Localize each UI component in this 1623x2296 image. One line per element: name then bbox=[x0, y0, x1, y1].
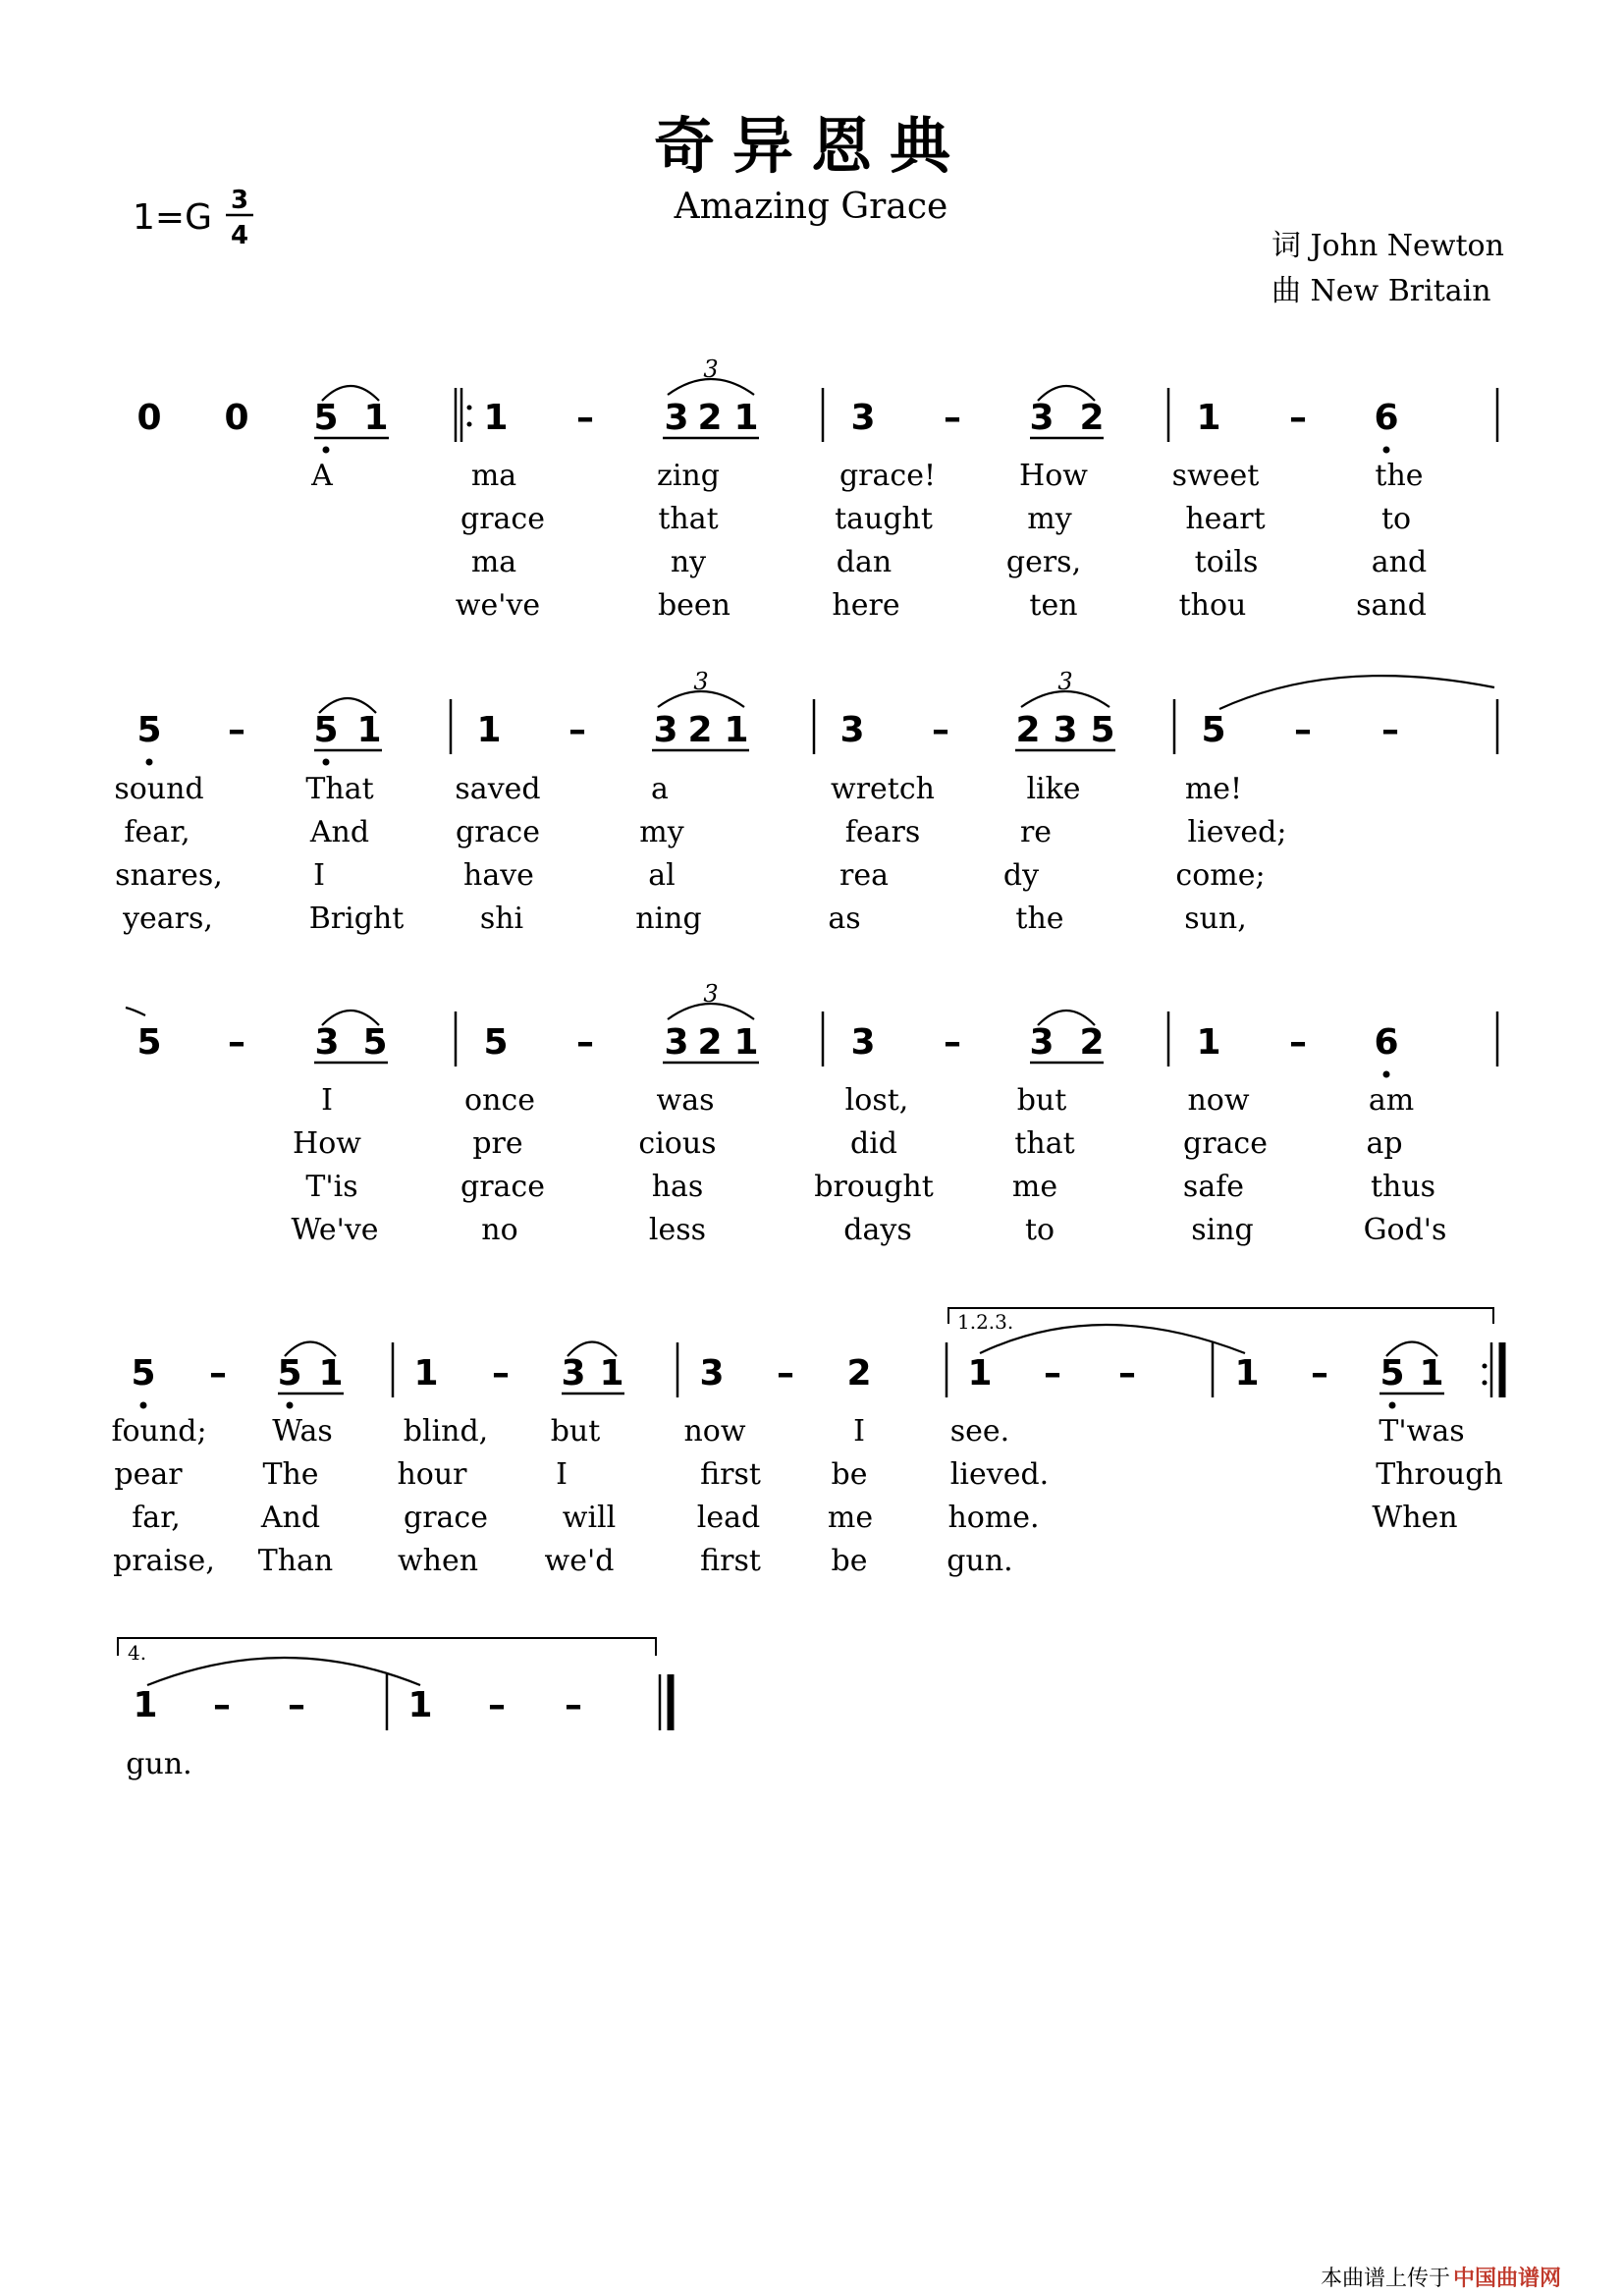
low-octave-dot bbox=[287, 1402, 294, 1409]
note: 1 bbox=[599, 1353, 624, 1394]
lyric: been bbox=[657, 588, 731, 623]
lyric: did bbox=[849, 1126, 898, 1161]
lyric: ap bbox=[1366, 1126, 1403, 1161]
note: 3 bbox=[664, 398, 689, 438]
lyric: my bbox=[639, 815, 684, 849]
note: 1 bbox=[413, 1353, 439, 1394]
dash: – bbox=[565, 1685, 582, 1725]
note: 2 bbox=[1079, 398, 1105, 438]
lyric: gun. bbox=[947, 1544, 1013, 1578]
lyric: And bbox=[309, 815, 370, 849]
low-octave-dot bbox=[140, 1402, 147, 1409]
triplet-mark: 3 bbox=[1057, 668, 1073, 695]
note: 5 bbox=[483, 1022, 509, 1063]
lyric: praise, bbox=[113, 1544, 215, 1578]
volta-label-second: 4. bbox=[128, 1641, 147, 1665]
lyric: brought bbox=[814, 1170, 934, 1204]
repeat-dot bbox=[1483, 1381, 1488, 1386]
lyric: thou bbox=[1178, 588, 1247, 623]
lyric: to bbox=[1380, 502, 1412, 536]
volta-label-first: 1.2.3. bbox=[957, 1310, 1014, 1334]
lyric: when bbox=[397, 1544, 479, 1578]
note: 1 bbox=[356, 710, 382, 750]
lyric: safe bbox=[1182, 1170, 1245, 1204]
lyric: dy bbox=[1002, 858, 1040, 893]
lyric: Bright bbox=[308, 902, 405, 936]
key-signature: 1=G bbox=[133, 197, 212, 238]
note: 1 bbox=[1419, 1353, 1444, 1394]
repeat-dot bbox=[467, 406, 472, 410]
tie bbox=[980, 1325, 1245, 1353]
time-signature-denominator: 4 bbox=[230, 221, 249, 250]
lyric: re bbox=[1019, 815, 1053, 849]
dash: – bbox=[777, 1353, 794, 1394]
triplet-mark: 3 bbox=[693, 668, 709, 695]
note: 2 bbox=[697, 398, 723, 438]
lyric: first bbox=[700, 1457, 761, 1492]
lyric: thus bbox=[1370, 1170, 1436, 1204]
note: 5 bbox=[362, 1022, 388, 1063]
dash: – bbox=[1311, 1353, 1328, 1394]
lyric: When bbox=[1372, 1501, 1458, 1535]
lyric: blind, bbox=[403, 1414, 489, 1449]
system-1 bbox=[136, 355, 1497, 623]
lyric: Through bbox=[1376, 1457, 1503, 1492]
lyric: as bbox=[828, 902, 861, 936]
lyric: gun. bbox=[126, 1747, 192, 1781]
lyric: years, bbox=[123, 902, 213, 936]
lyric: I bbox=[321, 1083, 333, 1118]
lyric: has bbox=[651, 1170, 704, 1204]
lyric: we'd bbox=[544, 1544, 615, 1578]
lyric: That bbox=[305, 772, 374, 806]
dash: – bbox=[576, 1022, 594, 1063]
note: 2 bbox=[1079, 1022, 1105, 1063]
lyric: saved bbox=[455, 772, 541, 806]
tie-continuation bbox=[126, 1008, 145, 1015]
note: 3 bbox=[699, 1353, 725, 1394]
dash: – bbox=[1381, 710, 1399, 750]
dash: – bbox=[228, 1022, 245, 1063]
note: 1 bbox=[318, 1353, 344, 1394]
lyric: hour bbox=[397, 1457, 467, 1492]
footer-watermark bbox=[1321, 2266, 1561, 2291]
lyric: heart bbox=[1185, 502, 1266, 536]
lyric: far, bbox=[132, 1501, 181, 1535]
lyric: ten bbox=[1029, 588, 1078, 623]
lyric: rea bbox=[839, 858, 889, 893]
lyric: my bbox=[1027, 502, 1072, 536]
note: 0 bbox=[224, 398, 249, 438]
lyric: How bbox=[293, 1126, 361, 1161]
note: 1 bbox=[483, 398, 509, 438]
lyric: me! bbox=[1184, 772, 1243, 806]
volta-bracket-first bbox=[948, 1308, 1493, 1324]
lyric: How bbox=[1019, 459, 1088, 493]
lyric: ma bbox=[470, 459, 517, 493]
lyric: fear, bbox=[124, 815, 190, 849]
lyric: shi bbox=[479, 902, 524, 936]
lyric: fears bbox=[844, 815, 921, 849]
lyric: found; bbox=[111, 1414, 207, 1449]
note: 5 bbox=[136, 710, 162, 750]
lyric: that bbox=[1014, 1126, 1075, 1161]
lyric: here bbox=[832, 588, 900, 623]
lyric: pre bbox=[472, 1126, 523, 1161]
dash: – bbox=[288, 1685, 305, 1725]
lyric: We've bbox=[291, 1213, 379, 1247]
lyric: now bbox=[1187, 1083, 1250, 1118]
lyric: taught bbox=[835, 502, 933, 536]
note: 3 bbox=[664, 1022, 689, 1063]
lyric: wretch bbox=[831, 772, 935, 806]
note: 5 bbox=[1380, 1353, 1405, 1394]
dash: – bbox=[944, 398, 961, 438]
lyric: sweet bbox=[1171, 459, 1260, 493]
low-octave-dot bbox=[1383, 447, 1390, 454]
repeat-dot bbox=[1483, 1364, 1488, 1369]
lyric: am bbox=[1368, 1083, 1415, 1118]
note: 3 bbox=[314, 1022, 340, 1063]
note: 5 bbox=[313, 710, 339, 750]
lyric: toils bbox=[1194, 545, 1259, 579]
lyric: The bbox=[262, 1457, 319, 1492]
lyric: grace bbox=[404, 1501, 488, 1535]
lyric: grace bbox=[460, 1170, 545, 1204]
lyric: we've bbox=[455, 588, 541, 623]
lyric: and bbox=[1371, 545, 1428, 579]
dash: – bbox=[488, 1685, 506, 1725]
lyric: be bbox=[831, 1457, 868, 1492]
lyric: ma bbox=[470, 545, 517, 579]
lyric: now bbox=[683, 1414, 746, 1449]
note: 1 bbox=[1196, 398, 1221, 438]
lyric: the bbox=[1375, 459, 1424, 493]
system-5 bbox=[118, 1638, 671, 1781]
time-signature-numerator: 3 bbox=[230, 186, 249, 215]
lyric: sound bbox=[114, 772, 204, 806]
lyric: sun, bbox=[1184, 902, 1247, 936]
composer-credit: 曲 New Britain bbox=[1271, 274, 1491, 308]
lyric: sing bbox=[1191, 1213, 1254, 1247]
low-octave-dot bbox=[1389, 1402, 1396, 1409]
lyric: like bbox=[1026, 772, 1081, 806]
lyric: pear bbox=[114, 1457, 183, 1492]
note: 1 bbox=[967, 1353, 993, 1394]
lyric: less bbox=[648, 1213, 707, 1247]
triplet-mark: 3 bbox=[703, 355, 719, 383]
lyric: Was bbox=[272, 1414, 333, 1449]
note: 1 bbox=[407, 1685, 433, 1725]
lyric: T'was bbox=[1379, 1414, 1465, 1449]
lyric: a bbox=[651, 772, 669, 806]
lyric: T'is bbox=[305, 1170, 358, 1204]
tie bbox=[147, 1658, 420, 1685]
note: 3 bbox=[850, 398, 876, 438]
lyric: ny bbox=[670, 545, 707, 579]
lyric: me bbox=[1011, 1170, 1058, 1204]
note: 3 bbox=[561, 1353, 586, 1394]
lyric: grace! bbox=[839, 459, 937, 493]
note: 6 bbox=[1374, 1022, 1399, 1063]
lyric: zing bbox=[657, 459, 720, 493]
note: 5 bbox=[1201, 710, 1226, 750]
dash: – bbox=[576, 398, 594, 438]
note: 2 bbox=[687, 710, 713, 750]
lyric: gers, bbox=[1005, 545, 1082, 579]
lyric: the bbox=[1015, 902, 1064, 936]
lyric: but bbox=[1016, 1083, 1067, 1118]
note: 5 bbox=[313, 398, 339, 438]
system-4 bbox=[111, 1308, 1502, 1578]
lyric: A bbox=[311, 459, 333, 493]
note: 1 bbox=[733, 398, 759, 438]
dash: – bbox=[492, 1353, 510, 1394]
note: 3 bbox=[1029, 398, 1055, 438]
note: 1 bbox=[733, 1022, 759, 1063]
lyric: lieved. bbox=[949, 1457, 1050, 1492]
note: 2 bbox=[846, 1353, 872, 1394]
triplet-mark: 3 bbox=[703, 980, 719, 1008]
lyric: me bbox=[827, 1501, 874, 1535]
lyric: once bbox=[464, 1083, 535, 1118]
lyric: but bbox=[550, 1414, 601, 1449]
repeat-dot bbox=[467, 422, 472, 427]
lyric: grace bbox=[456, 815, 540, 849]
note: 5 bbox=[136, 1022, 162, 1063]
lyric: cious bbox=[638, 1126, 717, 1161]
lyric: have bbox=[463, 858, 534, 893]
note: 1 bbox=[1234, 1353, 1260, 1394]
lyric: come; bbox=[1175, 858, 1266, 893]
lyric: dan bbox=[836, 545, 893, 579]
lyric: God's bbox=[1363, 1213, 1447, 1247]
dash: – bbox=[228, 710, 245, 750]
note: 1 bbox=[133, 1685, 158, 1725]
lyric: grace bbox=[1183, 1126, 1268, 1161]
footer-brand: 中国曲谱网 bbox=[1453, 2267, 1562, 2291]
dash: – bbox=[209, 1353, 227, 1394]
note: 3 bbox=[839, 710, 865, 750]
low-octave-dot bbox=[323, 759, 330, 766]
note: 1 bbox=[724, 710, 749, 750]
lyric: was bbox=[656, 1083, 715, 1118]
lyric: sand bbox=[1356, 588, 1427, 623]
lyric: to bbox=[1024, 1213, 1055, 1247]
lyric: I bbox=[853, 1414, 865, 1449]
system-3 bbox=[126, 980, 1497, 1247]
lyric: will bbox=[562, 1501, 617, 1535]
lyric: see. bbox=[949, 1414, 1010, 1449]
lyric: I bbox=[556, 1457, 568, 1492]
title-english: Amazing Grace bbox=[674, 187, 948, 227]
lyric: be bbox=[831, 1544, 868, 1578]
footer-text: 本曲谱上传于 bbox=[1321, 2267, 1451, 2291]
lyric: ning bbox=[635, 902, 702, 936]
note: 1 bbox=[476, 710, 502, 750]
note: 3 bbox=[1053, 710, 1078, 750]
lyric: days bbox=[843, 1213, 912, 1247]
lyric: grace bbox=[460, 502, 545, 536]
note: 0 bbox=[136, 398, 162, 438]
dash: – bbox=[1289, 1022, 1307, 1063]
system-2 bbox=[114, 668, 1497, 936]
note: 5 bbox=[277, 1353, 302, 1394]
low-octave-dot bbox=[1383, 1071, 1390, 1078]
lyric: lieved; bbox=[1187, 815, 1287, 849]
note: 1 bbox=[363, 398, 389, 438]
lyric: home. bbox=[947, 1501, 1040, 1535]
lyric: snares, bbox=[115, 858, 223, 893]
note: 3 bbox=[850, 1022, 876, 1063]
lyric: lead bbox=[696, 1501, 761, 1535]
dash: – bbox=[1118, 1353, 1136, 1394]
dash: – bbox=[932, 710, 949, 750]
note: 2 bbox=[697, 1022, 723, 1063]
title-chinese: 奇异恩典 bbox=[653, 110, 969, 182]
lyric: I bbox=[313, 858, 325, 893]
low-octave-dot bbox=[323, 447, 330, 454]
note: 6 bbox=[1374, 398, 1399, 438]
volta-bracket-second bbox=[118, 1638, 656, 1656]
note: 5 bbox=[1090, 710, 1115, 750]
dash: – bbox=[1044, 1353, 1061, 1394]
note: 3 bbox=[653, 710, 678, 750]
note: 3 bbox=[1029, 1022, 1055, 1063]
lyric: Than bbox=[257, 1544, 334, 1578]
note: 1 bbox=[1196, 1022, 1221, 1063]
dash: – bbox=[1289, 398, 1307, 438]
lyric: that bbox=[658, 502, 719, 536]
dash: – bbox=[944, 1022, 961, 1063]
low-octave-dot bbox=[146, 759, 153, 766]
tie bbox=[1219, 676, 1494, 709]
dash: – bbox=[1294, 710, 1312, 750]
note: 5 bbox=[131, 1353, 156, 1394]
lyric: And bbox=[260, 1501, 321, 1535]
lyric: al bbox=[648, 858, 676, 893]
note: 2 bbox=[1015, 710, 1041, 750]
lyric: lost, bbox=[844, 1083, 909, 1118]
lyricist-credit: 词 John Newton bbox=[1271, 229, 1504, 263]
dash: – bbox=[213, 1685, 231, 1725]
dash: – bbox=[568, 710, 586, 750]
lyric: first bbox=[700, 1544, 761, 1578]
lyric: no bbox=[481, 1213, 518, 1247]
